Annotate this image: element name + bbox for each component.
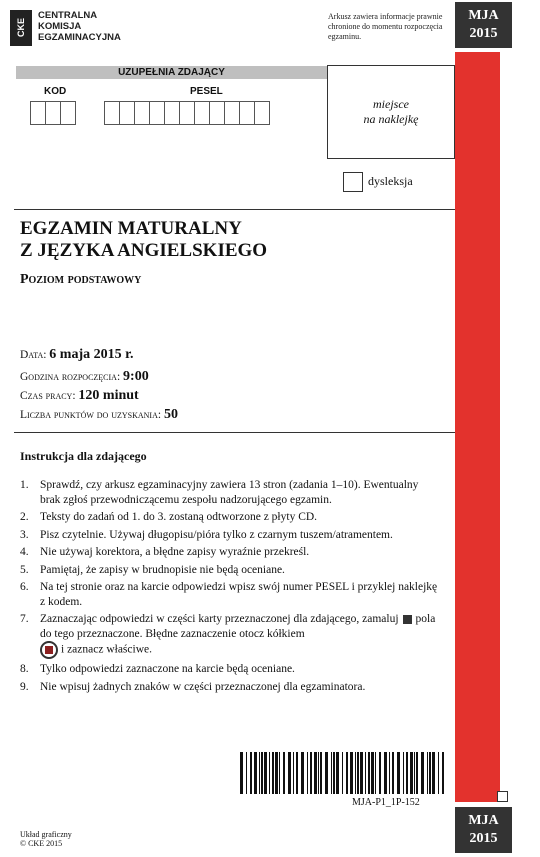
item-text-part: pola do tego przeznaczone. Błędne zaznaczenie otocz kółkiem [40,613,436,640]
pesel-boxes[interactable] [104,101,269,125]
kod-boxes[interactable] [30,101,75,125]
kod-digit-box[interactable] [60,101,76,125]
exam-title-line2: Z JĘZYKA ANGIELSKIEGO [20,240,268,261]
logo-line: EGZAMINACYJNA [38,32,121,43]
kod-digit-box[interactable] [45,101,61,125]
pesel-digit-box[interactable] [104,101,120,125]
footer-line2: © CKE 2015 [20,839,63,848]
pesel-digit-box[interactable] [194,101,210,125]
circled-square-icon [40,641,58,659]
item-text: Sprawdź, czy arkusz egzaminacyjny zawiera 13 stron (zadania 1–10). Ewentualny brak zgłoś przewodniczącemu zespołu nadzorującego egzamin. [40,479,419,506]
barcode-image [240,752,450,794]
exam-code-bottom [455,807,512,853]
kod-digit-box[interactable] [30,101,46,125]
exam-title [20,218,267,262]
item-text: Na tej stronie oraz na karcie odpowiedzi wpisz swój numer PESEL i przyklej naklejkę z kodem. [40,581,438,608]
cke-logo [10,10,32,46]
list-item [20,528,440,543]
pesel-digit-box[interactable] [119,101,135,125]
red-side-band [455,52,500,802]
exam-start [20,369,149,385]
exam-code-line1: MJA [468,8,499,23]
item-number: 7. [20,613,29,625]
instructions-list [20,478,440,697]
duration-value: 120 minut [78,388,139,403]
item-text: Nie wpisuj żadnych znaków w części przeznaczonej dla egzaminatora. [40,680,366,693]
sticker-line2: na naklejkę [363,112,419,126]
logo-line: KOMISJA [38,21,82,32]
item-number: 4. [20,546,29,558]
points-label: Liczba punktów do uzyskania: [20,409,162,421]
duration-label: Czas pracy: [20,390,76,402]
list-item [20,563,440,578]
date-label: Data: [20,349,47,361]
pesel-digit-box[interactable] [209,101,225,125]
divider [14,209,455,210]
logo-line: CENTRALNA [38,10,98,21]
cke-logo-text [38,10,121,43]
item-text: Pamiętaj, że zapisy w brudnopisie nie będą oceniane. [40,563,285,576]
footer [20,830,72,848]
sticker-line1: miejsce [373,97,409,111]
list-item [20,612,440,659]
instructions-heading: Instrukcja dla zdającego [20,449,147,463]
item-text-part: Zaznaczając odpowiedzi w części karty przeznaczonej dla zdającego, zamaluj [40,613,399,625]
item-number: 3. [20,528,29,541]
start-label: Godzina rozpoczęcia: [20,371,121,383]
sticker-area [327,65,455,159]
divider [14,432,455,433]
pesel-digit-box[interactable] [224,101,240,125]
item-text-part: i zaznacz właściwe. [61,643,152,656]
exam-code-top [455,2,512,48]
confidential-notice: Arkusz zawiera informacje prawnie chronione do momentu rozpoczęcia egzaminu. [328,12,443,41]
barcode-code: MJA-P1_1P-152 [352,797,420,808]
filled-square-icon [403,615,412,624]
kod-label: KOD [44,86,67,97]
exam-code-line2: 2015 [469,831,498,846]
pesel-digit-box[interactable] [179,101,195,125]
list-item [20,662,440,677]
exam-duration [20,388,139,404]
pesel-digit-box[interactable] [134,101,150,125]
item-number: 1. [20,479,29,491]
footer-line1: Układ graficzny [20,830,72,839]
exam-code-line2: 2015 [469,26,498,41]
item-number: 5. [20,563,29,576]
list-item [20,680,440,695]
list-item [20,510,440,525]
exam-code-line1: MJA [468,813,499,828]
item-number: 9. [20,680,29,693]
start-value: 9:00 [123,369,149,384]
list-item [20,580,440,609]
item-text [40,612,440,659]
pesel-digit-box[interactable] [239,101,255,125]
corner-marker [497,791,508,802]
list-item [20,478,440,507]
fill-in-header: UZUPEŁNIA ZDAJĄCY [16,66,327,79]
points-value: 50 [163,407,178,422]
exam-title-line1: EGZAMIN MATURALNY [20,218,242,239]
pesel-label: PESEL [190,86,223,97]
item-text: Tylko odpowiedzi zaznaczone na karcie będą oceniane. [40,663,295,675]
item-number: 2. [20,511,29,523]
exam-level: Poziom podstawowy [20,272,142,287]
pesel-digit-box[interactable] [164,101,180,125]
item-number: 6. [20,581,29,593]
pesel-digit-box[interactable] [254,101,270,125]
list-item [20,545,440,560]
exam-date [20,347,134,363]
pesel-digit-box[interactable] [149,101,165,125]
dyslexia-label: dysleksja [368,174,413,188]
dyslexia-checkbox[interactable] [343,172,363,192]
item-text: Pisz czytelnie. Używaj długopisu/pióra tylko z czarnym tuszem/atramentem. [40,528,393,541]
item-text: Nie używaj korektora, a błędne zapisy wyraźnie przekreśl. [40,546,310,558]
date-value: 6 maja 2015 r. [49,347,134,362]
exam-points [20,407,178,423]
item-text: Teksty do zadań od 1. do 3. zostaną odtworzone z płyty CD. [40,511,318,523]
logo-mark-text: CKE [16,18,26,38]
item-number: 8. [20,663,29,675]
